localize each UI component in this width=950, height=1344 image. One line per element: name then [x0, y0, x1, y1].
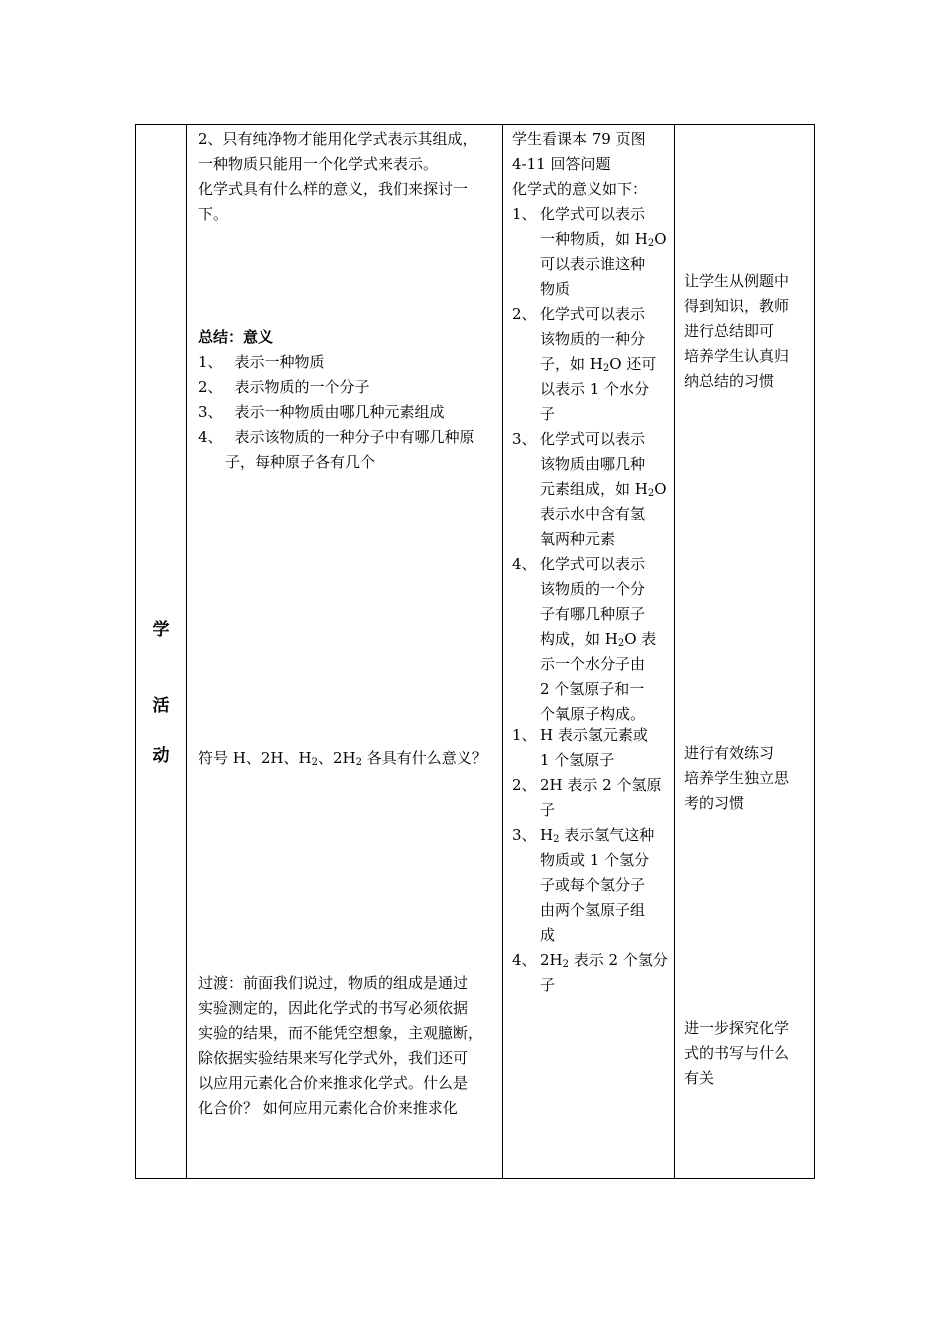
intent-line: 培养学生独立思 — [684, 769, 790, 787]
transition-line: 实验的结果，而不能凭空想象，主观臆断， — [198, 1024, 484, 1042]
transition-line: 过渡：前面我们说过，物质的组成是通过 — [198, 974, 469, 992]
column-divider — [502, 125, 503, 1178]
meaning-number: 2、 — [512, 305, 537, 323]
stage-label-char: 学 — [152, 620, 170, 640]
column-divider — [186, 125, 187, 1178]
summary-item: 1、 表示一种物质 — [198, 353, 325, 371]
intent-line: 得到知识，教师 — [684, 297, 790, 315]
intent-line: 纳总结的习惯 — [684, 372, 775, 390]
summary-item: 2、 表示物质的一个分子 — [198, 378, 370, 396]
transition-line: 化合价？ 如何应用元素化合价来推求化 — [198, 1099, 458, 1117]
symbol-number: 2、 — [512, 776, 537, 794]
design-intent-column — [684, 125, 814, 1178]
intro-line: 一种物质只能用一个化学式来表示。 — [198, 155, 439, 173]
intent-line: 进一步探究化学 — [684, 1019, 790, 1037]
symbol-number: 1、 — [512, 726, 537, 744]
meaning-number: 3、 — [512, 430, 537, 448]
intro-line: 化学式具有什么样的意义，我们来探讨一 — [198, 180, 469, 198]
intro-line: 下。 — [198, 205, 229, 223]
student-line: 化学式的意义如下： — [512, 180, 648, 198]
summary-item: 4、 表示该物质的一种分子中有哪几种原 — [198, 428, 475, 446]
summary-item-continuation: 子，每种原子各有几个 — [225, 453, 376, 471]
intent-line: 有关 — [684, 1069, 715, 1087]
summary-title: 总结：意义 — [198, 328, 274, 346]
symbol-number: 4、 — [512, 951, 537, 969]
stage-label-char: 活 — [152, 696, 170, 716]
intent-line: 进行总结即可 — [684, 322, 775, 340]
student-line: 4-11 回答问题 — [512, 155, 611, 173]
student-line: 学生看课本 79 页图 — [512, 130, 646, 148]
intent-line: 培养学生认真归 — [684, 347, 790, 365]
intro-line: 2、只有纯净物才能用化学式表示其组成， — [198, 130, 478, 148]
summary-item: 3、 表示一种物质由哪几种元素组成 — [198, 403, 445, 421]
intent-line: 考的习惯 — [684, 794, 745, 812]
meaning-number: 1、 — [512, 205, 537, 223]
meaning-number: 4、 — [512, 555, 537, 573]
teaching-content-column — [198, 125, 498, 1178]
stage-label-column — [136, 125, 186, 1178]
transition-line: 以应用元素化合价来推求化学式。什么是 — [198, 1074, 469, 1092]
student-activity-column: 学生看课本 79 页图 4-11 回答问题 化学式的意义如下： 1、 化学式可以表示 一种物质，如 $H_2O$ 可以表示谁这种 物质 2、 化学式可以表示 该物质的一种分 子，如 $H_2O$ 还可 以表示 1 个水分 子 3、 化学式可以表示 该物质由哪几种 元素组成，如 $H_2O$ 表示水中含有氢 氧两种元素 4、 化学式可以表示 该物质的一个分 子有哪几种原子 构成，如 $H_2O$ 表 示一个水分子由 2 个氢原子和一 个氧原子构成。 1、 H 表示氢元素或 1 个氢原子 2、 2H 表示 2 个氢原 子 3、 $H_2$ 表示氢气这种 物质或 1 个氢分 子或每个氢分子 由两个氢原子组 成 4、 $2H_2$ 表示 2 个氢分 子 — [512, 125, 672, 1178]
symbol-number: 3、 — [512, 826, 537, 844]
stage-label-char: 动 — [152, 746, 170, 766]
intent-line: 让学生从例题中 — [684, 272, 790, 290]
intent-line: 进行有效练习 — [684, 744, 775, 762]
lesson-table — [135, 124, 815, 1179]
symbols-question: 符号 H、2H、$H_2$、$2H_2$ 各具有什么意义？ — [198, 749, 487, 768]
transition-line: 实验测定的，因此化学式的书写必须依据 — [198, 999, 469, 1017]
transition-line: 除依据实验结果来写化学式外，我们还可 — [198, 1049, 469, 1067]
column-divider — [674, 125, 675, 1178]
intent-line: 式的书写与什么 — [684, 1044, 790, 1062]
